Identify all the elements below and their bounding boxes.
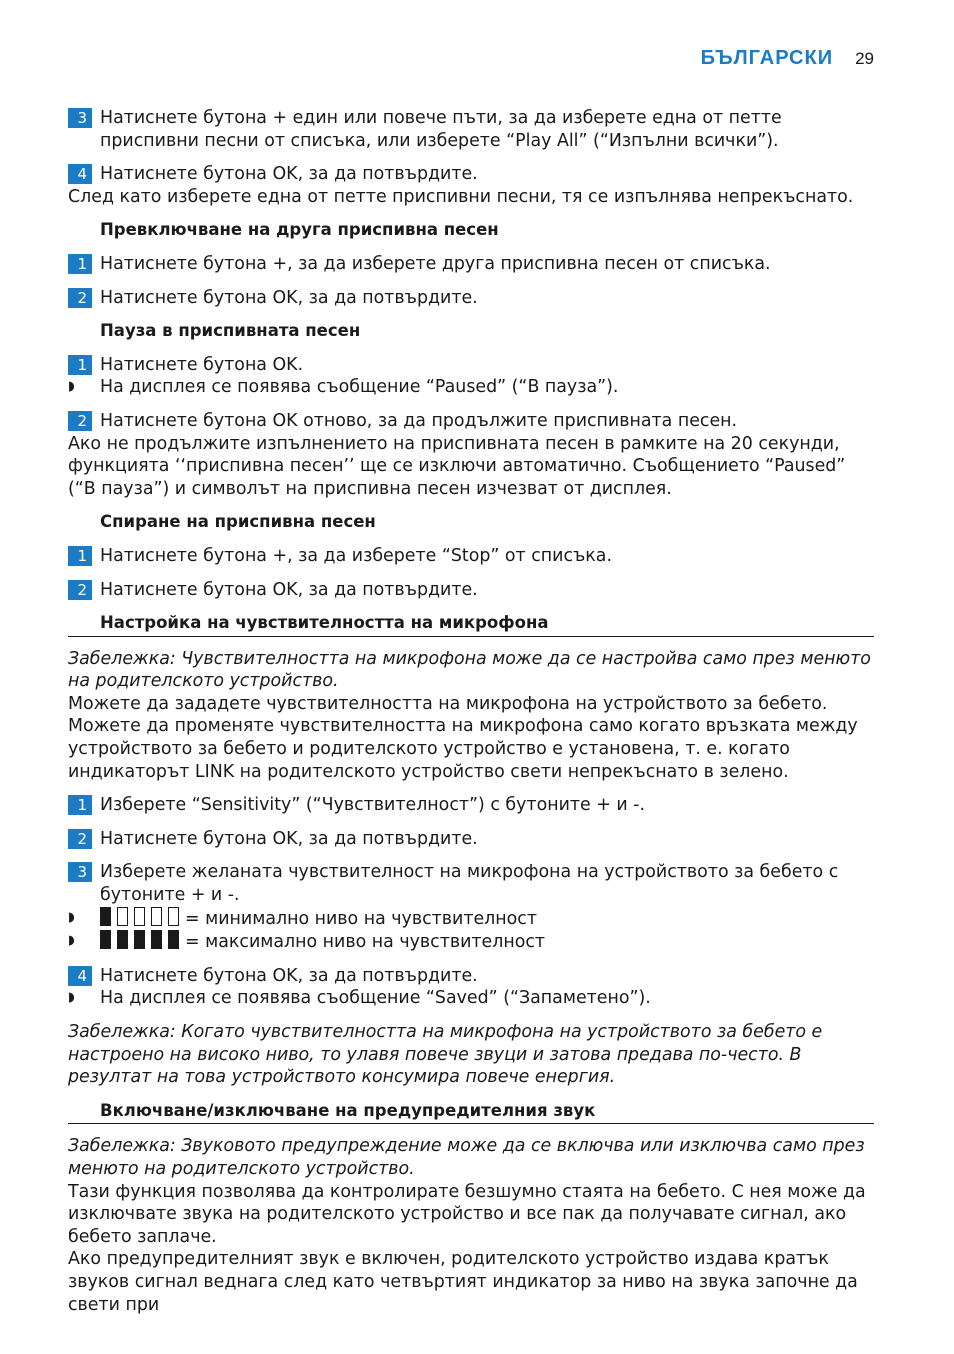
- sensitivity-bar-icon: [117, 907, 128, 926]
- step-number: 2: [68, 288, 92, 308]
- step-text: Натиснете бутона OK, за да потвърдите.: [100, 965, 478, 986]
- step: [68, 545, 874, 568]
- step-number: 3: [68, 862, 92, 882]
- sensitivity-bar-icon: [168, 907, 179, 926]
- step-text: Натиснете бутона +, за да изберете друга приспивна песен от списъка.: [100, 253, 771, 274]
- step-text: Натиснете бутона OK, за да потвърдите.: [100, 164, 478, 185]
- step-number: 3: [68, 108, 92, 128]
- step-number: 1: [68, 355, 92, 375]
- section-heading: Включване/изключване на предупредителния звук: [68, 1100, 874, 1125]
- step-text: Натиснете бутона +, за да изберете “Stop” от списъка.: [100, 545, 612, 566]
- paragraph: Ако не продължите изпълнението на приспивната песен в рамките на 20 секунди, функцията ‘‘приспивна песен’’ ще се изключи автоматично. Съобщението “Paused” (“В пауза”) и символът на приспивна песен изчезват от дисплея.: [68, 433, 846, 499]
- section-heading: Пауза в приспивната песен: [100, 321, 361, 341]
- step-text: Натиснете бутона + един или повече пъти, за да изберете една от петте приспивни песни от списъка, или изберете “Play All” (“Изпълни всички”).: [100, 108, 782, 151]
- step-text: Натиснете бутона OK, за да потвърдите.: [100, 287, 478, 308]
- page-header: [701, 47, 874, 70]
- step-number: 4: [68, 966, 92, 986]
- paragraph: След като изберете една от петте приспивни песни, тя се изпълнява непрекъснато.: [68, 186, 854, 207]
- paragraph: Ако предупредителният звук е включен, родителското устройство издава кратък звуков сигнал веднага след като четвъртият индикатор за ниво на звука започне да свети при: [68, 1249, 858, 1315]
- step-number: 1: [68, 546, 92, 566]
- step-number: 1: [68, 254, 92, 274]
- step: [68, 861, 874, 906]
- sensitivity-bar-icon: [117, 930, 128, 949]
- paragraph: Тази функция позволява да контролирате безшумно стаята на бебето. С нея може да изключвате звука на родителското устройство и все пак да получавате сигнал, ако бебето заплаче.: [68, 1181, 866, 1247]
- step-number: 4: [68, 164, 92, 184]
- step-text: Натиснете бутона OK.: [100, 354, 304, 375]
- section-heading: Настройка на чувствителността на микрофона: [68, 612, 874, 637]
- step-text: Изберете желаната чувствителност на микрофона на устройството за бебето с бутоните + и -.: [100, 862, 839, 906]
- step-result: [68, 376, 874, 399]
- page-number: 29: [855, 49, 874, 68]
- result-arrow-icon: ◗: [68, 909, 75, 925]
- step: [68, 253, 874, 276]
- step-result: [68, 930, 874, 954]
- sensitivity-bar-icon: [100, 930, 111, 949]
- sensitivity-bar-icon: [151, 907, 162, 926]
- step-text: Натиснете бутона OK отново, за да продължите приспивната песен.: [100, 410, 738, 431]
- sensitivity-bar-icon: [151, 930, 162, 949]
- section-heading: Спиране на приспивна песен: [100, 512, 376, 532]
- step: [68, 965, 874, 988]
- sensitivity-bar-icon: [134, 907, 145, 926]
- step: [68, 287, 874, 310]
- step-text: Изберете “Sensitivity” (“Чувствителност”) с бутоните + и -.: [100, 795, 645, 816]
- language-label: БЪЛГАРСКИ: [700, 47, 834, 69]
- step-number: 1: [68, 795, 92, 815]
- sensitivity-bar-icon: [168, 930, 179, 949]
- max-level-bars: [100, 930, 179, 949]
- page-content: [68, 107, 874, 1316]
- result-text: На дисплея се появява съобщение “Paused” (“В пауза”).: [100, 377, 619, 398]
- step: [68, 794, 874, 817]
- note: Забележка: Чувствителността на микрофона може да се настройва само през менюто на родителското устройство.: [68, 648, 871, 692]
- step-number: 2: [68, 580, 92, 600]
- step-text: Натиснете бутона OK, за да потвърдите.: [100, 579, 478, 600]
- step: [68, 354, 874, 377]
- step: [68, 828, 874, 851]
- min-level-text: = минимално ниво на чувствителност: [185, 908, 537, 929]
- max-level-text: = максимално ниво на чувствителност: [185, 932, 546, 953]
- note: Забележка: Звуковото предупреждение може да се включва или изключва само през менюто на родителското устройство.: [68, 1136, 865, 1179]
- min-level-bars: [100, 907, 179, 926]
- step-result: [68, 907, 874, 931]
- step: [68, 107, 874, 152]
- step: [68, 579, 874, 602]
- step-number: 2: [68, 411, 92, 431]
- step: [68, 163, 874, 186]
- step-result: [68, 987, 874, 1010]
- result-text: На дисплея се появява съобщение “Saved” (“Запаметено”).: [100, 988, 651, 1009]
- sensitivity-bar-icon: [100, 907, 111, 926]
- result-arrow-icon: ◗: [68, 933, 75, 949]
- sensitivity-bar-icon: [134, 930, 145, 949]
- result-arrow-icon: ◗: [68, 379, 75, 395]
- section-heading: Превключване на друга приспивна песен: [100, 220, 499, 240]
- result-arrow-icon: ◗: [68, 990, 75, 1006]
- step-text: Натиснете бутона OK, за да потвърдите.: [100, 828, 478, 849]
- step-number: 2: [68, 829, 92, 849]
- note: Забележка: Когато чувствителността на микрофона на устройството за бебето е настроено на високо ниво, то улавя повече звуци и затова предава по-често. В резултат на това устройството консумира повече енергия.: [68, 1022, 823, 1088]
- paragraph: Можете да зададете чувствителността на микрофона на устройството за бебето. Можете да променяте чувствителността на микрофона само когато връзката между устройството за бебето и родителското устройство е установена, т. е. когато индикаторът LINK на родителското устройство свети непрекъснато в зелено.: [68, 693, 858, 782]
- step: [68, 410, 874, 433]
